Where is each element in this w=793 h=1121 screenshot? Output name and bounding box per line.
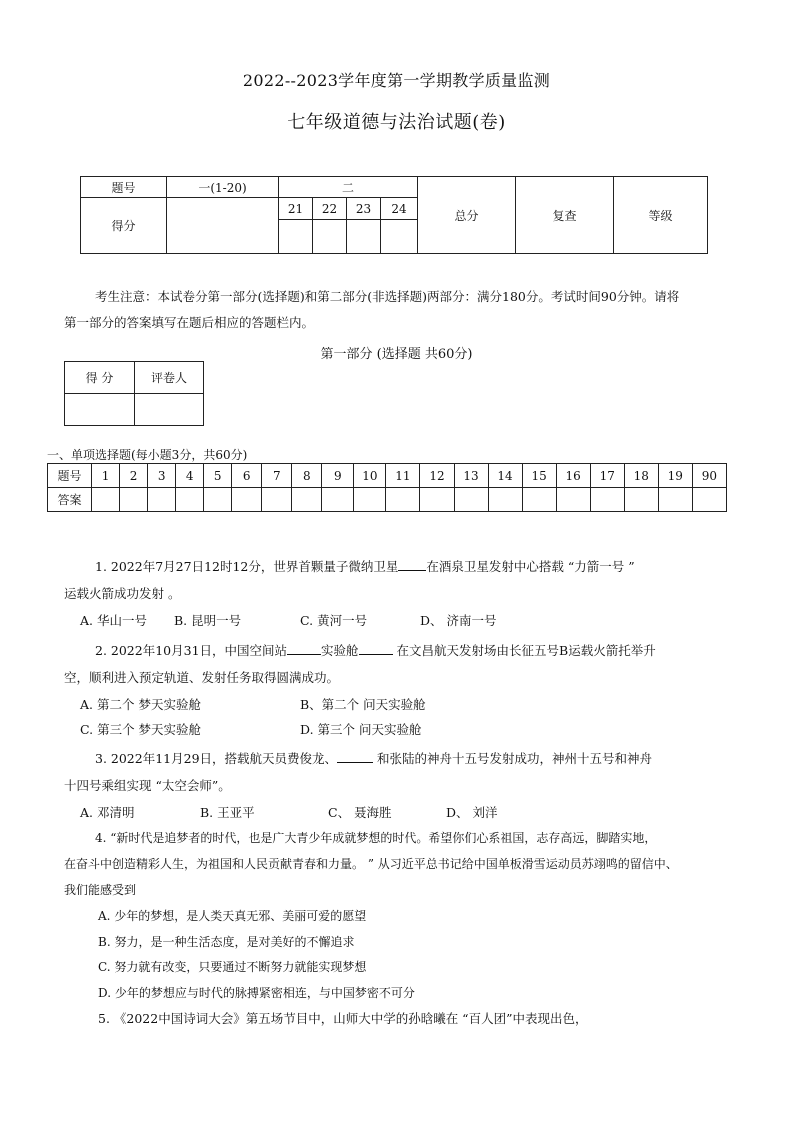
q3-line1 <box>95 749 652 767</box>
q1-blank <box>398 558 426 571</box>
answer-num: 5 <box>204 464 232 488</box>
answer-cell[interactable] <box>262 488 292 512</box>
score-cell-part1[interactable] <box>167 198 279 254</box>
score-cell-23[interactable] <box>347 220 381 254</box>
part1-title: 第一部分 (选择题 共60分) <box>320 347 473 362</box>
answer-num: 11 <box>386 464 420 488</box>
q3-option-b: B. 王亚平 <box>200 805 255 820</box>
grader-label-score: 得 分 <box>65 362 135 394</box>
answer-cell[interactable] <box>522 488 556 512</box>
score-cell-22[interactable] <box>313 220 347 254</box>
q3-text-a: 3. 2022年11月29日，搭载航天员费俊龙、 <box>95 751 338 766</box>
answer-cell[interactable] <box>624 488 658 512</box>
q2-option-a: A. 第二个 梦天实验舱 <box>80 697 201 712</box>
score-sub-24: 24 <box>381 198 418 220</box>
grader-label-grader: 评卷人 <box>135 362 204 394</box>
q1-option-b: B. 昆明一号 <box>174 613 242 628</box>
answer-num: 10 <box>354 464 386 488</box>
q1-line1 <box>95 557 635 575</box>
answer-cell[interactable] <box>386 488 420 512</box>
score-sub-22: 22 <box>313 198 347 220</box>
q2-line2: 空，顺利进入预定轨道、发射任务取得圆满成功。 <box>64 670 340 685</box>
q4-line1: 4. “新时代是追梦者的时代，也是广大青少年成就梦想的时代。希望你们心系祖国，志存高远，脚踏实地， <box>95 831 657 845</box>
q2-text-b: 实验舱 <box>321 643 359 658</box>
q4-option-c: C. 努力就有改变，只要通过不断努力就能实现梦想 <box>98 960 367 974</box>
score-cell-24[interactable] <box>381 220 418 254</box>
score-label-review: 复查 <box>516 177 614 254</box>
q1-text-a: 1. 2022年7月27日12时12分，世界首颗量子微纳卫星 <box>95 559 399 574</box>
q3-line2: 十四号乘组实现 “太空会师”。 <box>64 778 231 793</box>
answer-cell[interactable] <box>148 488 176 512</box>
answer-num: 6 <box>232 464 262 488</box>
answer-label-num: 题号 <box>48 464 92 488</box>
score-table <box>80 176 708 254</box>
answer-num: 15 <box>522 464 556 488</box>
q3-blank <box>337 750 373 763</box>
q1-option-a: A. 华山一号 <box>80 613 147 628</box>
score-sub-23: 23 <box>347 198 381 220</box>
score-label-tihao: 题号 <box>81 177 167 198</box>
answer-table <box>47 463 727 512</box>
section-title: 一、单项选择题(每小题3分，共60分) <box>47 448 248 462</box>
q3-text-b: 和张陆的神舟十五号发射成功，神州十五号和神舟 <box>373 751 653 766</box>
grader-cell-score[interactable] <box>65 394 135 426</box>
notice-line2: 第一部分的答案填写在题后相应的答题栏内。 <box>64 315 315 330</box>
answer-cell[interactable] <box>488 488 522 512</box>
answer-num: 17 <box>590 464 624 488</box>
answer-num: 2 <box>120 464 148 488</box>
q3-option-c: C、 聂海胜 <box>328 805 392 820</box>
answer-cell[interactable] <box>176 488 204 512</box>
q4-option-d: D. 少年的梦想应与时代的脉搏紧密相连，与中国梦密不可分 <box>98 986 415 1000</box>
q2-blank-2 <box>359 642 393 655</box>
answer-cell[interactable] <box>454 488 488 512</box>
q4-option-b: B. 努力，是一种生活态度，是对美好的不懈追求 <box>98 935 355 949</box>
q2-option-b: B、第二个 问天实验舱 <box>300 697 426 712</box>
answer-num: 12 <box>420 464 454 488</box>
exam-subtitle: 七年级道德与法治试题(卷) <box>287 112 506 133</box>
answer-num: 19 <box>658 464 692 488</box>
answer-cell[interactable] <box>420 488 454 512</box>
answer-cell[interactable] <box>692 488 726 512</box>
answer-num: 18 <box>624 464 658 488</box>
score-label-part1: 一(1-20) <box>167 177 279 198</box>
answer-num: 7 <box>262 464 292 488</box>
answer-cell[interactable] <box>232 488 262 512</box>
answer-num: 4 <box>176 464 204 488</box>
q2-option-c: C. 第三个 梦天实验舱 <box>80 722 202 737</box>
answer-num: 8 <box>292 464 322 488</box>
answer-num: 13 <box>454 464 488 488</box>
answer-num: 3 <box>148 464 176 488</box>
q2-text-c: 在文昌航天发射场由长征五号B运载火箭托举升 <box>392 643 656 658</box>
answer-cell[interactable] <box>92 488 120 512</box>
answer-cell[interactable] <box>292 488 322 512</box>
q2-blank-1 <box>287 642 321 655</box>
answer-label-answer: 答案 <box>48 488 92 512</box>
answer-cell[interactable] <box>556 488 590 512</box>
q1-option-c: C. 黄河一号 <box>300 613 368 628</box>
score-cell-21[interactable] <box>279 220 313 254</box>
answer-num: 16 <box>556 464 590 488</box>
q5-line1: 5. 《2022中国诗词大会》第五场节目中，山师大中学的孙晗曦在 “百人团”中表现出色， <box>98 1011 588 1026</box>
score-label-part2: 二 <box>279 177 418 198</box>
answer-cell[interactable] <box>204 488 232 512</box>
grader-table <box>64 361 204 426</box>
answer-cell[interactable] <box>322 488 354 512</box>
score-label-total: 总分 <box>418 177 516 254</box>
answer-num: 1 <box>92 464 120 488</box>
notice-line1: 考生注意：本试卷分第一部分(选择题)和第二部分(非选择题)两部分：满分180分。考试时间90分钟。请将 <box>95 289 680 304</box>
q2-option-d: D. 第三个 问天实验舱 <box>300 722 422 737</box>
q1-line2: 运载火箭成功发射 。 <box>64 586 181 601</box>
score-sub-21: 21 <box>279 198 313 220</box>
answer-cell[interactable] <box>120 488 148 512</box>
q1-option-d: D、 济南一号 <box>420 613 497 628</box>
answer-num: 9 <box>322 464 354 488</box>
exam-title: 2022--2023学年度第一学期教学质量监测 <box>242 71 551 90</box>
q3-option-d: D、 刘洋 <box>446 805 498 820</box>
answer-cell[interactable] <box>354 488 386 512</box>
q2-text-a: 2. 2022年10月31日，中国空间站 <box>95 643 288 658</box>
q3-option-a: A. 邓清明 <box>80 805 135 820</box>
answer-cell[interactable] <box>658 488 692 512</box>
q1-text-b: 在酒泉卫星发射中心搭载 “力箭一号 ” <box>426 559 635 574</box>
grader-cell-grader[interactable] <box>135 394 204 426</box>
answer-num: 90 <box>692 464 726 488</box>
answer-num: 14 <box>488 464 522 488</box>
q4-line3: 我们能感受到 <box>64 883 137 897</box>
q4-line2: 在奋斗中创造精彩人生，为祖国和人民贡献青春和力量。 ” 从习近平总书记给中国单板滑雪运动员苏翊鸣的留信中、 <box>64 857 678 871</box>
answer-cell[interactable] <box>590 488 624 512</box>
q4-option-a: A. 少年的梦想，是人类天真无邪、美丽可爱的愿望 <box>98 909 367 923</box>
q2-line1 <box>95 641 656 659</box>
score-label-defen: 得分 <box>81 198 167 254</box>
score-label-grade: 等级 <box>614 177 708 254</box>
